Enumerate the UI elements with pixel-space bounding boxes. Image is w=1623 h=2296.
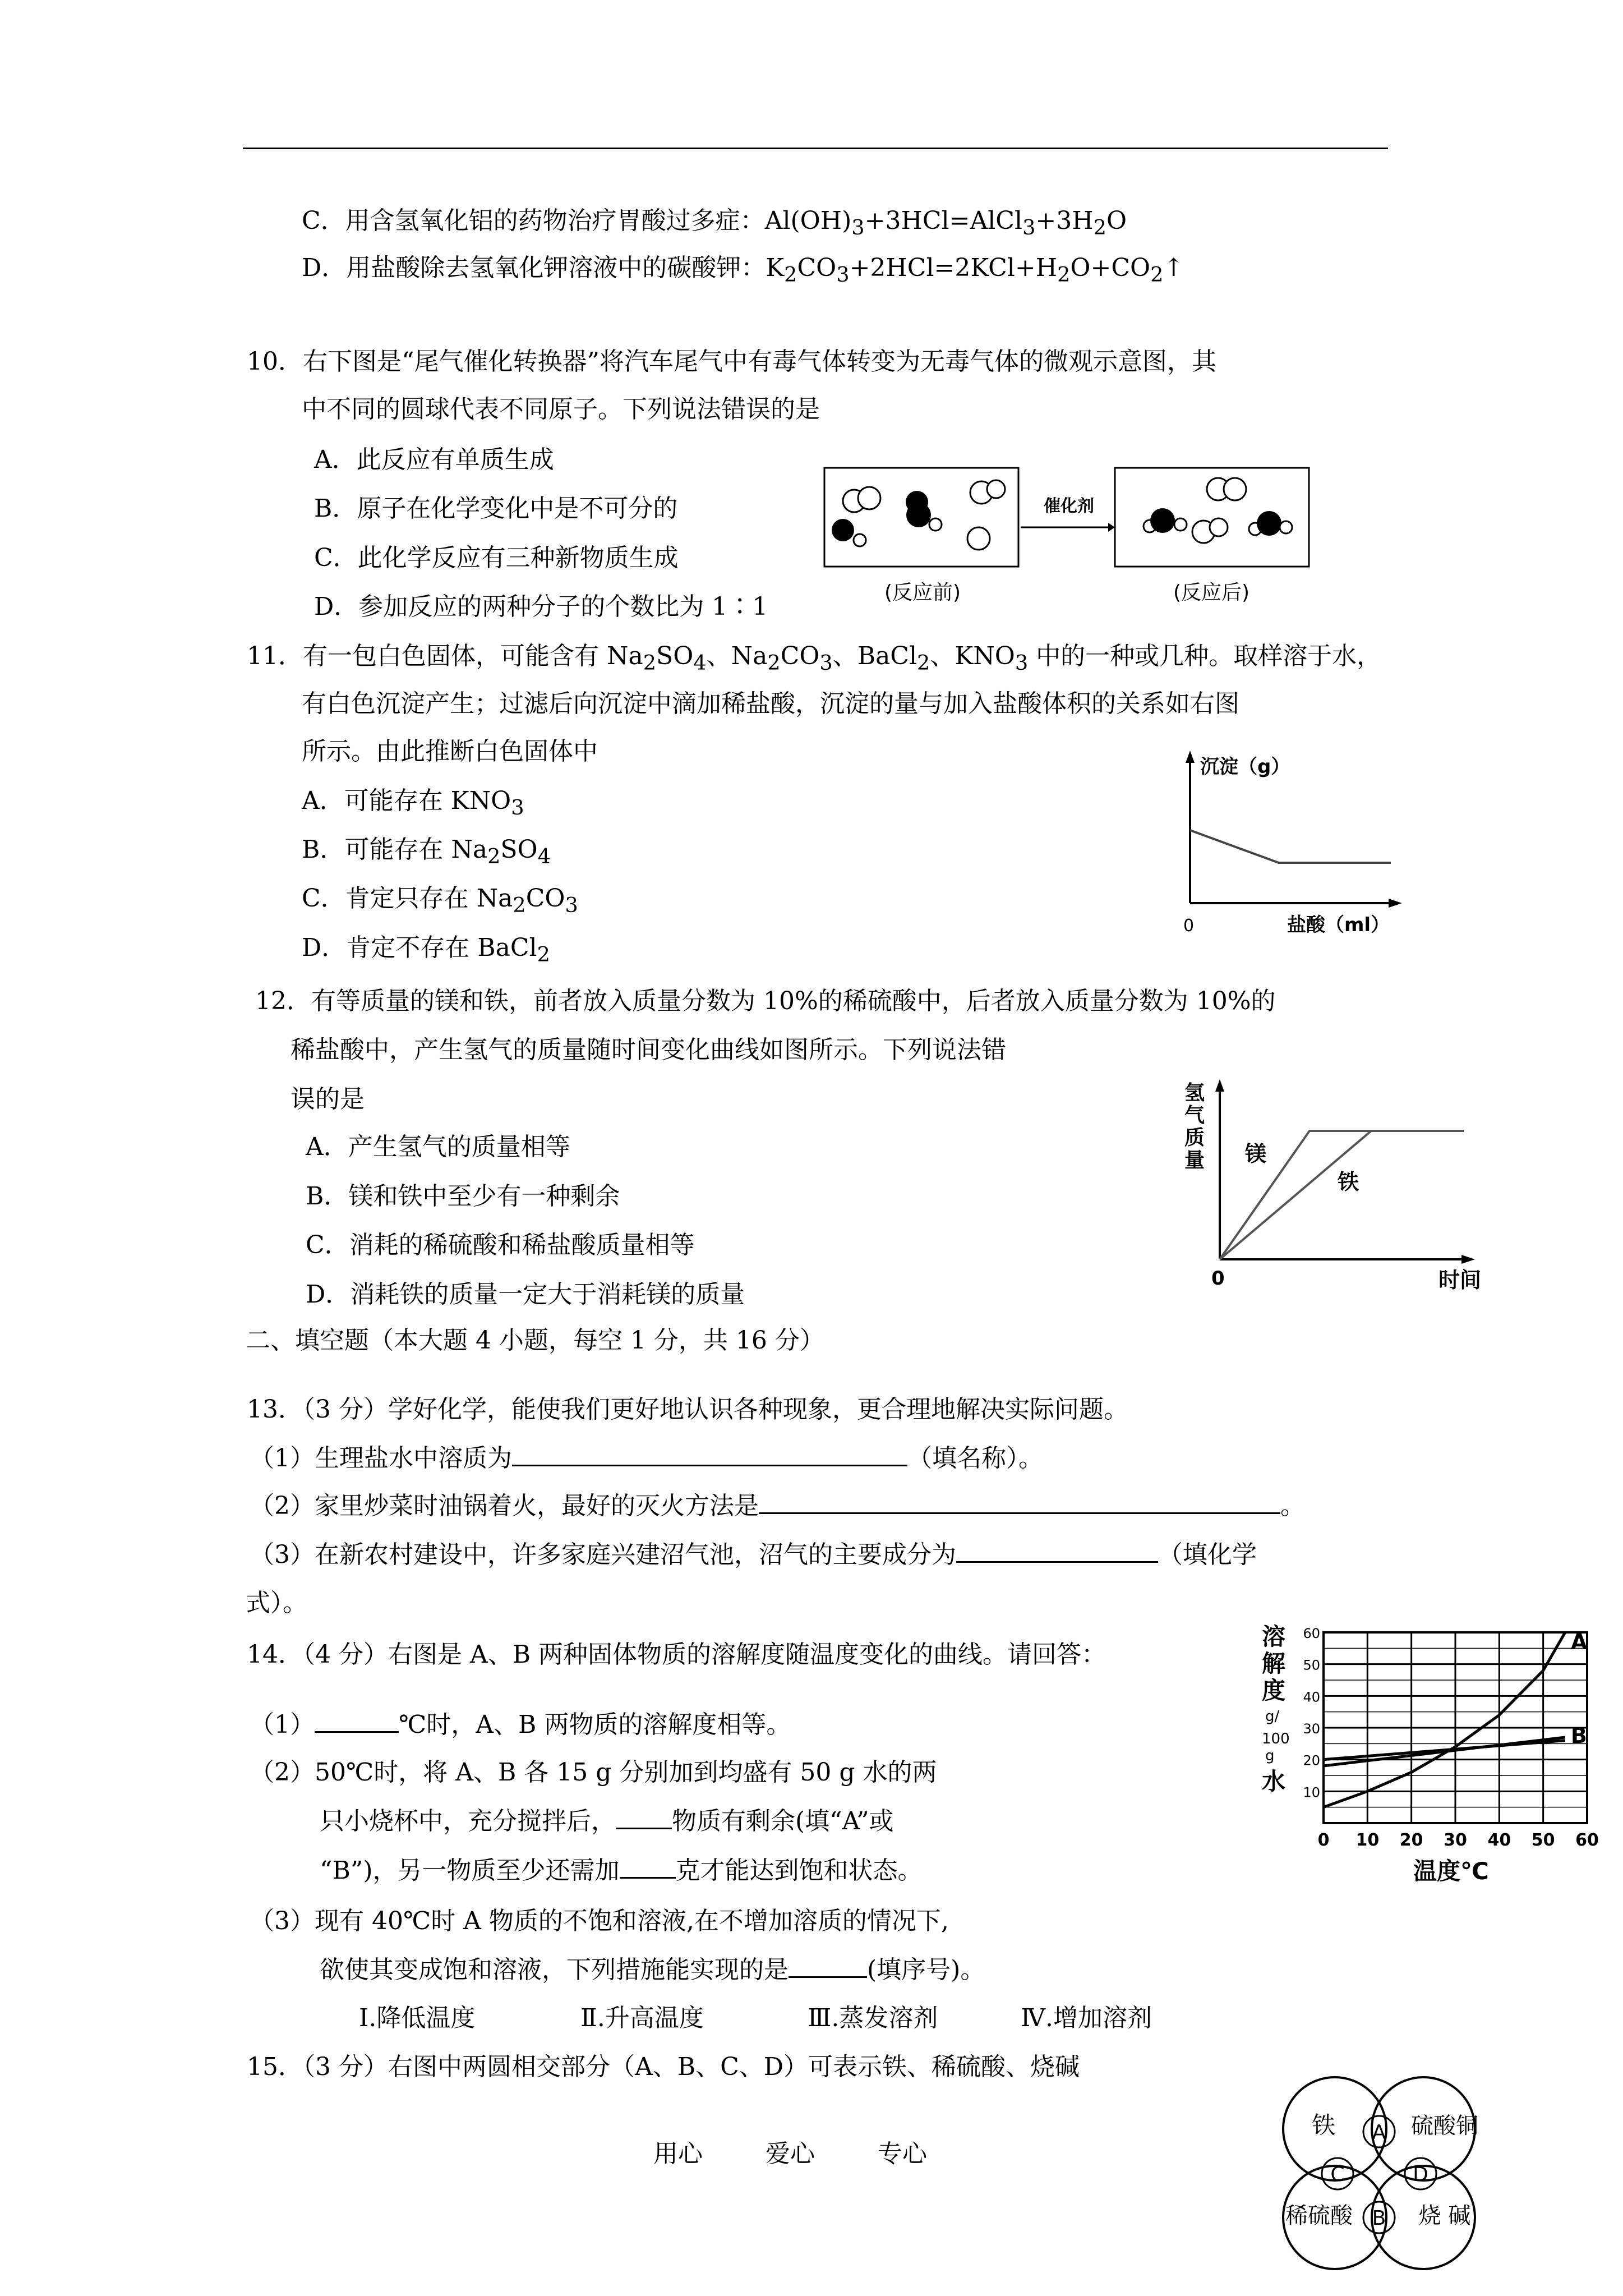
series-line-2 [1324, 1737, 1565, 1766]
q10-option-a: A．此反应有单质生成 [314, 445, 554, 474]
venn-region-d: D [1413, 2163, 1428, 2186]
x-tick-label: 40 [1487, 1830, 1511, 1850]
series-label-B: B [1570, 1723, 1587, 1748]
mg-label: 镁 [1245, 1142, 1267, 1166]
svg-text:量: 量 [1184, 1149, 1205, 1172]
q13-part3-line2: 式）。 [246, 1589, 307, 1617]
q13-blank-2[interactable] [759, 1490, 1280, 1514]
footer-3: 专心 [878, 2139, 927, 2168]
y-tick-label: 10 [1303, 1784, 1320, 1801]
venn-region-a: A [1372, 2121, 1386, 2144]
q12-y-label-1: 氢 [1184, 1082, 1205, 1105]
x-tick-label: 20 [1399, 1830, 1423, 1850]
q11-option-a: A．可能存在 $KNO_3$ [302, 786, 524, 820]
svg-text:度: 度 [1262, 1677, 1286, 1704]
q11-stem-line1: 11．有一包白色固体，可能含有 $Na_2SO_4$、$Na_2CO_3$、BaCl$_2$、$KNO_3$ 中的一种或几种。取样溶于水， [247, 642, 1382, 675]
q14-part3-line2: 欲使其变成饱和溶液，下列措施能实现的是 (填序号)。 [320, 1953, 985, 1987]
q14-part2-line3: “B”)，另一物质至少还需加 克才能达到饱和状态。 [320, 1854, 923, 1888]
svg-text:g: g [1265, 1747, 1275, 1764]
q14-part3-line1: （3）现有 40℃时 A 物质的不饱和溶液,在不增加溶质的情况下, [250, 1907, 949, 1935]
q13-part2: （2）家里炒菜时油锅着火，最好的灭火方法是 。 [250, 1489, 1305, 1523]
q12-option-b: B．镁和铁中至少有一种剩余 [306, 1182, 620, 1211]
q12-option-d: D．消耗铁的质量一定大于消耗镁的质量 [306, 1280, 745, 1309]
q13-part1: （1）生理盐水中溶质为 （填名称）。 [250, 1442, 1043, 1475]
svg-text:水: 水 [1262, 1768, 1286, 1795]
venn-caustic-soda: 烧 碱 [1418, 2203, 1471, 2229]
q11-option-b: B．可能存在 $Na_2SO_4$ [302, 835, 551, 868]
x-tick-label: 50 [1531, 1830, 1555, 1850]
series-label-A: A [1570, 1630, 1588, 1654]
q11-y-label: 沉淀（g） [1200, 756, 1290, 778]
q12-stem-line1: 12．有等质量的镁和铁，前者放入质量分数为 10%的稀硫酸中，后者放入质量分数为 10%的 [255, 987, 1276, 1015]
venn-dilute-sulfuric-acid: 稀硫酸 [1285, 2203, 1353, 2229]
svg-text:质: 质 [1184, 1126, 1205, 1149]
venn-region-b: B [1372, 2207, 1386, 2230]
q11-option-d: D．肯定不存在 BaCl$_2$ [302, 933, 550, 967]
q10-option-b: B．原子在化学变化中是不可分的 [314, 494, 678, 523]
q12-option-c: C．消耗的稀硫酸和稀盐酸质量相等 [306, 1231, 695, 1259]
y-tick-label: 30 [1303, 1721, 1320, 1737]
q14-blank-2[interactable] [616, 1805, 672, 1829]
q14-part2-line2: 只小烧杯中，充分搅拌后， 物质有剩余(填“A”或 [320, 1805, 893, 1838]
solubility-chart [1256, 1621, 1623, 1902]
q11-x-label: 盐酸（ml） [1287, 914, 1390, 936]
q14-blank-3[interactable] [620, 1855, 676, 1879]
q14-stem: 14．（4 分）右图是 A、B 两种固体物质的溶解度随温度变化的曲线。请回答： [247, 1640, 1106, 1669]
svg-text:溶: 溶 [1262, 1623, 1286, 1650]
footer-2: 爱心 [766, 2139, 815, 2168]
q15-stem: 15．（3 分）右图中两圆相交部分（A、B、C、D）可表示铁、稀硫酸、烧碱 [247, 2053, 1080, 2081]
q10-molecule-figure [819, 460, 1324, 611]
venn-region-c: C [1330, 2163, 1345, 2186]
after-label: (反应后) [1173, 581, 1250, 604]
y-tick-label: 50 [1303, 1657, 1320, 1673]
q11-stem-line2: 有白色沉淀产生；过滤后向沉淀中滴加稀盐酸，沉淀的量与加入盐酸体积的关系如右图 [302, 689, 1239, 718]
q14-part1: （1） ℃时，A、B 两物质的溶解度相等。 [250, 1708, 791, 1742]
q12-stem-line3: 误的是 [291, 1085, 365, 1114]
x-tick-label: 60 [1575, 1830, 1599, 1850]
q14-blank-1[interactable] [315, 1709, 399, 1733]
q10-option-c: C．此化学反应有三种新物质生成 [314, 544, 679, 572]
q11-origin: 0 [1183, 916, 1195, 936]
q12-origin: 0 [1211, 1267, 1225, 1290]
q12-x-label: 时间 [1438, 1268, 1482, 1292]
q13-stem: 13．（3 分）学好化学，能使我们更好地认识各种现象，更合理地解决实际问题。 [247, 1395, 1128, 1424]
y-tick-label: 60 [1303, 1626, 1320, 1641]
q14-choice-3: Ⅲ.蒸发溶剂 [808, 2004, 938, 2032]
y-tick-label: 40 [1303, 1689, 1320, 1705]
x-axis-label: 温度℃ [1413, 1857, 1489, 1885]
svg-text:g/: g/ [1265, 1708, 1280, 1725]
q10-option-d: D．参加反应的两种分子的个数比为 1∶1 [314, 592, 768, 621]
q11-precipitate-graph [1166, 746, 1424, 937]
before-label: (反应前) [884, 581, 961, 604]
svg-text:100: 100 [1262, 1731, 1290, 1747]
q11-option-c: C．肯定只存在 $Na_2CO_3$ [302, 884, 578, 917]
catalyst-label: 催化剂 [1044, 496, 1094, 516]
q13-part3: （3）在新农村建设中，许多家庭兴建沼气池，沼气的主要成分为 （填化学 [250, 1538, 1257, 1572]
x-tick-label: 30 [1444, 1830, 1467, 1850]
q14-choice-4: Ⅳ.增加溶剂 [1021, 2004, 1152, 2032]
q10-stem-line2: 中不同的圆球代表不同原子。下列说法错误的是 [302, 395, 820, 424]
x-tick-label: 10 [1355, 1830, 1380, 1850]
q12-hydrogen-graph [1172, 1077, 1509, 1301]
q15-venn-diagram [1279, 2067, 1503, 2292]
header-rule [243, 148, 1388, 149]
footer-1: 用心 [653, 2139, 703, 2168]
q10-stem-line1: 10．右下图是“尾气催化转换器”将汽车尾气中有毒气体转变为无毒气体的微观示意图，其 [247, 347, 1216, 376]
x-tick-label: 0 [1317, 1830, 1330, 1850]
svg-text:解: 解 [1262, 1650, 1286, 1677]
fe-label: 铁 [1338, 1170, 1359, 1194]
q14-part2-line1: （2）50℃时，将 A、B 各 15 g 分别加到均盛有 50 g 水的两 [250, 1758, 937, 1787]
q9-option-d: D．用盐酸除去氢氧化钾溶液中的碳酸钾：$K_2CO_3+2HCl=2KCl+H_2O+CO_2↑$ [302, 254, 1184, 287]
q13-blank-3[interactable] [956, 1539, 1158, 1563]
section-2-heading: 二、填空题（本大题 4 小题，每空 1 分，共 16 分） [246, 1326, 824, 1355]
y-axis-label [1262, 1623, 1290, 1795]
q11-stem-line3: 所示。由此推断白色固体中 [302, 737, 598, 766]
venn-copper-sulfate: 硫酸铜 [1411, 2113, 1478, 2139]
series-line-1 [1324, 1632, 1565, 1807]
precipitate-curve [1190, 830, 1391, 863]
q9-option-c: C．用含氢氧化铝的药物治疗胃酸过多症：$Al(OH)_3+3HCl=AlCl_3+3H_2O$ [302, 206, 1127, 240]
q12-option-a: A．产生氢气的质量相等 [306, 1133, 570, 1161]
y-tick-label: 20 [1303, 1752, 1320, 1769]
q14-blank-4[interactable] [789, 1954, 867, 1978]
svg-text:气: 气 [1184, 1104, 1205, 1127]
q14-choice-1: Ⅰ.降低温度 [359, 2004, 476, 2032]
q14-choice-2: Ⅱ.升高温度 [580, 2004, 704, 2032]
q13-blank-1[interactable] [512, 1442, 907, 1466]
q12-stem-line2: 稀盐酸中，产生氢气的质量随时间变化曲线如图所示。下列说法错 [291, 1036, 1006, 1064]
venn-iron: 铁 [1311, 2111, 1336, 2139]
